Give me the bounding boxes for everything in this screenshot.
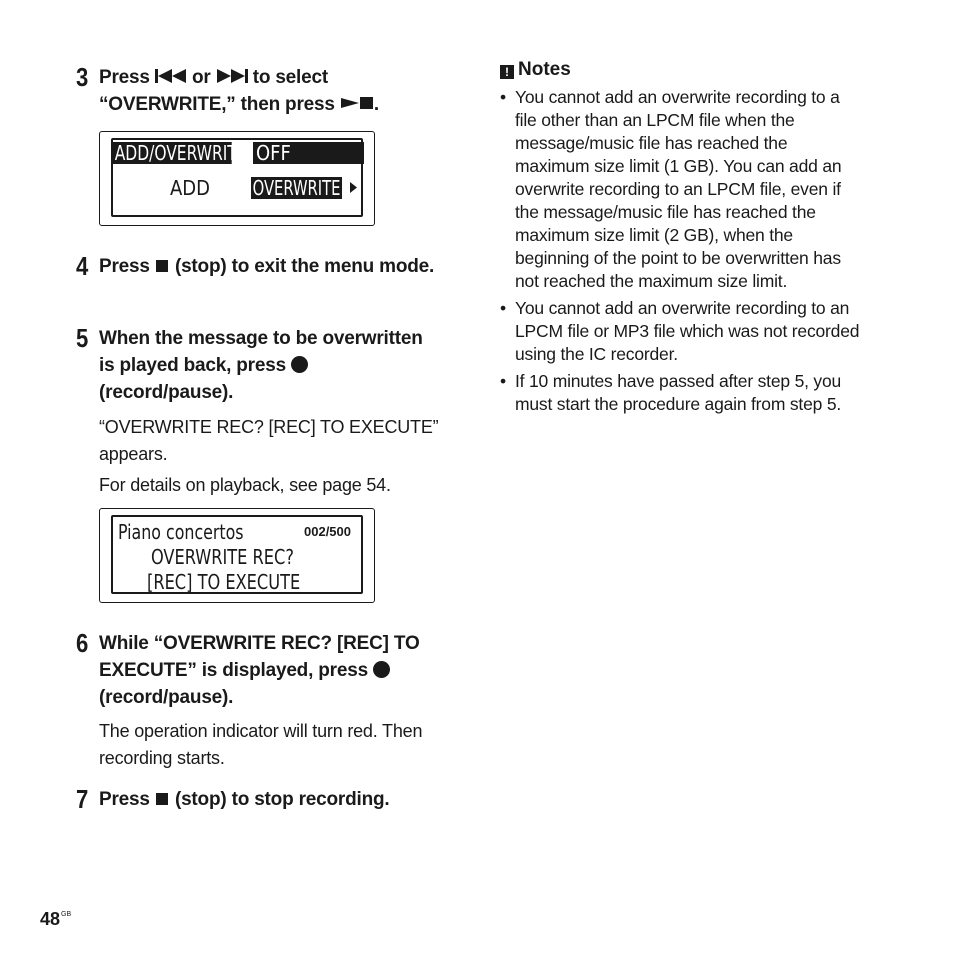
lcd-screen (111, 138, 363, 217)
notes-section (500, 58, 890, 420)
step-number: 6 (76, 628, 89, 658)
step-number: 3 (76, 62, 89, 92)
note-item: • If 10 minutes have passed after step 5, you must start the procedure again from step 5. (500, 370, 875, 416)
note-item: • You cannot add an overwrite recording to a file other than an LPCM file when the message/music file has reached the maximum size limit (1 GB). You can add an overwrite recording to an LPCM file, even if the message/music file has reached the maximum size limit (2 GB), when the beginning of the point to be overwritten has not reached the maximum size limit. (500, 86, 865, 293)
step-instruction: When the message to be overwritten is played back, press (record/pause). (99, 328, 423, 403)
prompt-line-1: OVERWRITE REC? (151, 545, 294, 569)
option-add: ADD (170, 176, 211, 200)
note-item: • You cannot add an overwrite recording to an LPCM file or MP3 file which was not recorded using the IC recorder. (500, 297, 890, 366)
step-instruction: Press or to select “OVERWRITE,” then press . (99, 67, 379, 115)
stop-icon (156, 260, 168, 272)
next-track-icon (216, 69, 248, 83)
stop-icon (156, 793, 168, 805)
page-number: $48^{GB}$ (40, 909, 72, 929)
step-instruction: Press (stop) to stop recording. (99, 789, 390, 810)
step-result: “OVERWRITE REC? [REC] TO EXECUTE” appears. (99, 417, 439, 464)
step-result: The operation indicator will turn red. Then recording starts. (99, 721, 423, 768)
menu-item-label: ADD/OVERWRITE (114, 141, 247, 165)
play-stop-icon (340, 96, 374, 110)
notes-icon: ! (500, 65, 514, 79)
step-instruction: Press (stop) to exit the menu mode. (99, 256, 435, 277)
prompt-line-2: [REC] TO EXECUTE (147, 570, 301, 594)
menu-item-value: OFF (253, 142, 364, 164)
region-code: GB (61, 911, 72, 918)
step-number: 7 (76, 784, 89, 814)
option-overwrite-selected: OVERWRITE (252, 176, 341, 200)
notes-list (500, 86, 890, 416)
step-reference: For details on playback, see page 54. (99, 475, 391, 495)
notes-heading (500, 58, 890, 82)
notes-title: Notes (518, 59, 571, 80)
step-instruction: While “OVERWRITE REC? [REC] TO EXECUTE” is displayed, press (record/pause). (99, 633, 420, 708)
record-icon (373, 661, 390, 678)
previous-track-icon (155, 69, 187, 83)
step-number: 5 (76, 323, 89, 353)
lcd-display-menu (99, 131, 375, 226)
file-title: Piano concertos (118, 520, 244, 544)
record-icon (291, 356, 308, 373)
step-number: 4 (76, 251, 89, 281)
file-counter: 002/500 (304, 524, 351, 539)
lcd-screen (111, 515, 363, 594)
right-arrow-icon (350, 182, 357, 193)
lcd-display-overwrite-prompt (99, 508, 375, 603)
